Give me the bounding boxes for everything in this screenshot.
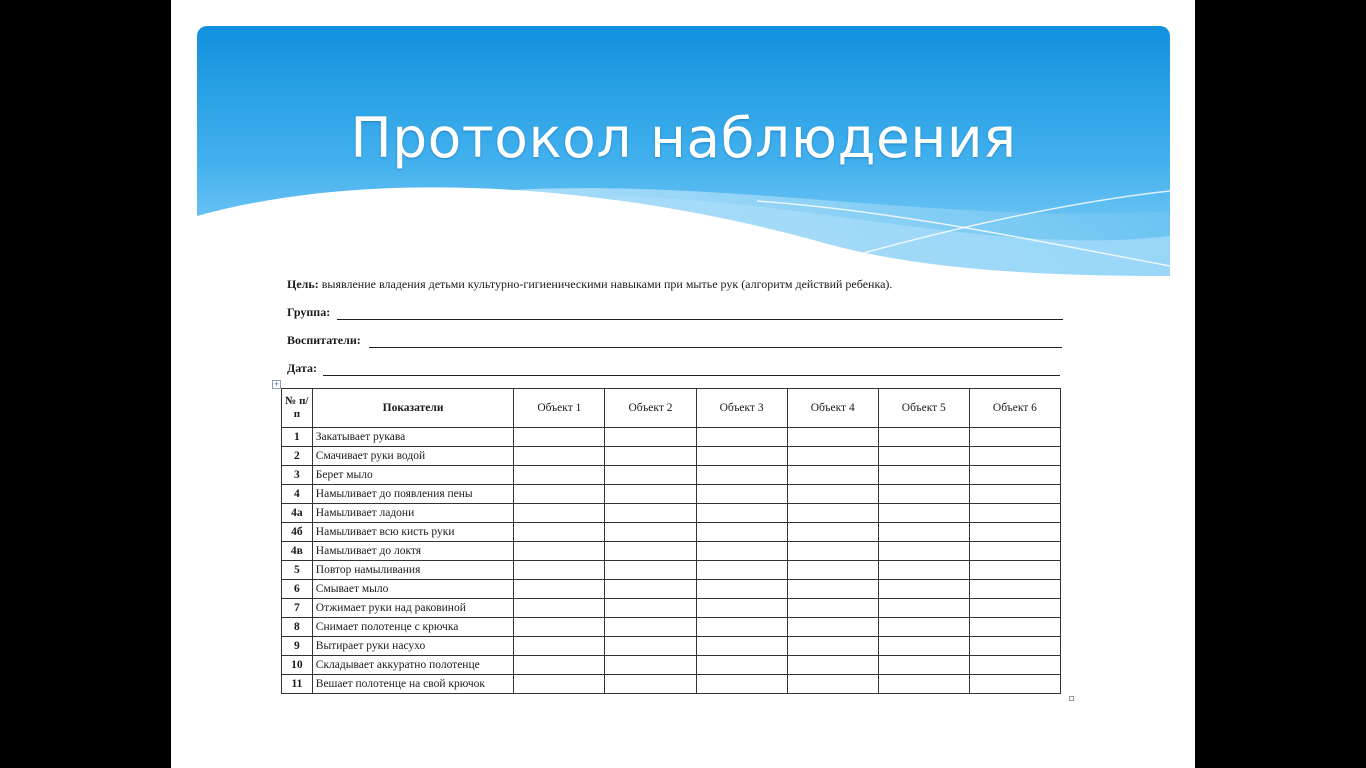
object-1-cell[interactable]	[514, 561, 605, 580]
object-5-cell[interactable]	[878, 523, 969, 542]
object-1-cell[interactable]	[514, 675, 605, 694]
row-indicator: Складывает аккуратно полотенце	[312, 656, 514, 675]
object-6-cell[interactable]	[969, 618, 1060, 637]
object-3-cell[interactable]	[696, 599, 787, 618]
row-indicator: Намыливает до локтя	[312, 542, 514, 561]
object-4-cell[interactable]	[787, 656, 878, 675]
object-1-cell[interactable]	[514, 447, 605, 466]
row-indicator: Снимает полотенце с крючка	[312, 618, 514, 637]
object-5-cell[interactable]	[878, 447, 969, 466]
object-4-cell[interactable]	[787, 637, 878, 656]
table-row	[282, 618, 1061, 637]
object-5-cell[interactable]	[878, 561, 969, 580]
row-number: 6	[282, 580, 313, 599]
purpose-label: Цель:	[287, 277, 319, 291]
row-indicator: Намыливает до появления пены	[312, 485, 514, 504]
row-indicator: Отжимает руки над раковиной	[312, 599, 514, 618]
row-number: 9	[282, 637, 313, 656]
object-3-cell[interactable]	[696, 466, 787, 485]
slide	[171, 0, 1195, 768]
object-2-cell[interactable]	[605, 637, 696, 656]
table-move-handle-icon[interactable]: +	[273, 380, 280, 388]
object-1-cell[interactable]	[514, 466, 605, 485]
row-number: 3	[282, 466, 313, 485]
teachers-field	[287, 332, 1067, 360]
object-3-header: Объект 3	[696, 389, 787, 428]
object-2-cell[interactable]	[605, 675, 696, 694]
object-6-cell[interactable]	[969, 428, 1060, 447]
row-indicator: Намыливает ладони	[312, 504, 514, 523]
row-number: 7	[282, 599, 313, 618]
object-6-cell[interactable]	[969, 504, 1060, 523]
table-row	[282, 523, 1061, 542]
row-number: 1	[282, 428, 313, 447]
table-row	[282, 580, 1061, 599]
object-3-cell[interactable]	[696, 675, 787, 694]
object-6-cell[interactable]	[969, 656, 1060, 675]
object-2-cell[interactable]	[605, 561, 696, 580]
object-3-cell[interactable]	[696, 656, 787, 675]
object-5-cell[interactable]	[878, 599, 969, 618]
table-row	[282, 542, 1061, 561]
protocol-document	[273, 276, 1067, 690]
teachers-label: Воспитатели:	[287, 333, 361, 347]
row-number: 4б	[282, 523, 313, 542]
row-indicator: Повтор намыливания	[312, 561, 514, 580]
object-2-cell[interactable]	[605, 466, 696, 485]
table-resize-handle[interactable]	[1069, 696, 1074, 701]
object-6-cell[interactable]	[969, 561, 1060, 580]
object-5-cell[interactable]	[878, 485, 969, 504]
row-number: 4а	[282, 504, 313, 523]
object-5-cell[interactable]	[878, 656, 969, 675]
object-6-cell[interactable]	[969, 675, 1060, 694]
object-1-cell[interactable]	[514, 656, 605, 675]
object-1-cell[interactable]	[514, 523, 605, 542]
object-6-cell[interactable]	[969, 637, 1060, 656]
object-4-cell[interactable]	[787, 485, 878, 504]
group-blank-line	[337, 319, 1063, 320]
row-indicator: Смачивает руки водой	[312, 447, 514, 466]
object-5-cell[interactable]	[878, 618, 969, 637]
object-3-cell[interactable]	[696, 618, 787, 637]
object-6-cell[interactable]	[969, 580, 1060, 599]
object-2-cell[interactable]	[605, 447, 696, 466]
object-1-cell[interactable]	[514, 599, 605, 618]
purpose-line	[287, 276, 1067, 304]
row-number: 5	[282, 561, 313, 580]
object-6-header: Объект 6	[969, 389, 1060, 428]
object-6-cell[interactable]	[969, 542, 1060, 561]
table-row	[282, 561, 1061, 580]
object-3-cell[interactable]	[696, 637, 787, 656]
object-6-cell[interactable]	[969, 447, 1060, 466]
date-label: Дата:	[287, 361, 317, 375]
object-4-cell[interactable]	[787, 523, 878, 542]
table-row	[282, 656, 1061, 675]
group-label: Группа:	[287, 305, 331, 319]
object-3-cell[interactable]	[696, 561, 787, 580]
purpose-text: выявление владения детьми культурно-гигиеническими навыками при мытье рук (алгоритм действий ребенка).	[318, 277, 893, 291]
object-1-cell[interactable]	[514, 542, 605, 561]
row-indicator: Намыливает всю кисть руки	[312, 523, 514, 542]
table-row	[282, 637, 1061, 656]
row-number: 11	[282, 675, 313, 694]
date-blank-line	[323, 375, 1060, 376]
object-2-cell[interactable]	[605, 523, 696, 542]
table-row	[282, 466, 1061, 485]
observation-table	[281, 388, 1061, 694]
object-3-cell[interactable]	[696, 504, 787, 523]
object-6-cell[interactable]	[969, 466, 1060, 485]
row-indicator: Смывает мыло	[312, 580, 514, 599]
object-3-cell[interactable]	[696, 428, 787, 447]
object-1-cell[interactable]	[514, 580, 605, 599]
object-4-cell[interactable]	[787, 580, 878, 599]
object-1-cell[interactable]	[514, 485, 605, 504]
table-row	[282, 675, 1061, 694]
object-4-cell[interactable]	[787, 599, 878, 618]
object-6-cell[interactable]	[969, 523, 1060, 542]
row-number: 2	[282, 447, 313, 466]
object-5-cell[interactable]	[878, 504, 969, 523]
table-row	[282, 599, 1061, 618]
object-4-cell[interactable]	[787, 466, 878, 485]
date-field	[287, 360, 1067, 388]
object-4-cell[interactable]	[787, 504, 878, 523]
object-2-cell[interactable]	[605, 656, 696, 675]
object-5-cell[interactable]	[878, 542, 969, 561]
object-2-cell[interactable]	[605, 580, 696, 599]
table-header-row	[282, 389, 1061, 428]
object-3-cell[interactable]	[696, 580, 787, 599]
object-4-cell[interactable]	[787, 561, 878, 580]
object-4-cell[interactable]	[787, 542, 878, 561]
object-2-cell[interactable]	[605, 542, 696, 561]
page-title: Протокол наблюдения	[350, 106, 1017, 170]
table-row	[282, 504, 1061, 523]
object-3-cell[interactable]	[696, 485, 787, 504]
row-number: 10	[282, 656, 313, 675]
object-5-cell[interactable]	[878, 580, 969, 599]
object-4-cell[interactable]	[787, 447, 878, 466]
object-2-cell[interactable]	[605, 504, 696, 523]
object-2-header: Объект 2	[605, 389, 696, 428]
table-row	[282, 428, 1061, 447]
group-field	[287, 304, 1067, 332]
row-number: 8	[282, 618, 313, 637]
object-1-cell[interactable]	[514, 504, 605, 523]
number-column-header: № п/п	[282, 389, 313, 428]
row-indicator: Вытирает руки насухо	[312, 637, 514, 656]
table-row	[282, 485, 1061, 504]
object-1-header: Объект 1	[514, 389, 605, 428]
object-5-cell[interactable]	[878, 637, 969, 656]
object-2-cell[interactable]	[605, 485, 696, 504]
object-2-cell[interactable]	[605, 428, 696, 447]
object-4-cell[interactable]	[787, 618, 878, 637]
object-5-cell[interactable]	[878, 466, 969, 485]
object-1-cell[interactable]	[514, 428, 605, 447]
object-4-header: Объект 4	[787, 389, 878, 428]
row-number: 4	[282, 485, 313, 504]
object-6-cell[interactable]	[969, 485, 1060, 504]
table-row	[282, 447, 1061, 466]
object-2-cell[interactable]	[605, 618, 696, 637]
object-4-cell[interactable]	[787, 428, 878, 447]
object-6-cell[interactable]	[969, 599, 1060, 618]
row-indicator: Берет мыло	[312, 466, 514, 485]
object-5-cell[interactable]	[878, 675, 969, 694]
row-indicator: Закатывает рукава	[312, 428, 514, 447]
object-4-cell[interactable]	[787, 675, 878, 694]
title-banner	[197, 26, 1170, 276]
object-1-cell[interactable]	[514, 618, 605, 637]
object-3-cell[interactable]	[696, 542, 787, 561]
object-5-cell[interactable]	[878, 428, 969, 447]
table-body	[282, 428, 1061, 694]
object-3-cell[interactable]	[696, 447, 787, 466]
row-number: 4в	[282, 542, 313, 561]
object-2-cell[interactable]	[605, 599, 696, 618]
row-indicator: Вешает полотенце на свой крючок	[312, 675, 514, 694]
indicator-column-header: Показатели	[312, 389, 514, 428]
object-1-cell[interactable]	[514, 637, 605, 656]
object-5-header: Объект 5	[878, 389, 969, 428]
object-3-cell[interactable]	[696, 523, 787, 542]
teachers-blank-line	[369, 347, 1062, 348]
